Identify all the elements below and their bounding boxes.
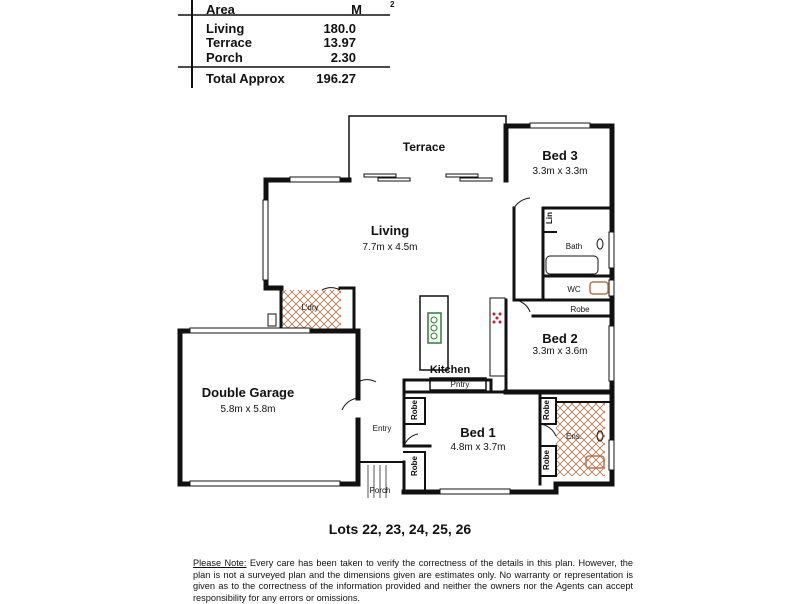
area-row-value: 13.97: [323, 35, 356, 50]
kitchen-bench: [490, 298, 505, 376]
area-header-label: Area: [206, 2, 235, 17]
windows: [190, 123, 614, 494]
area-total-label: Total Approx: [206, 71, 285, 86]
room-wc-name: WC: [567, 285, 581, 294]
basin-icon: [597, 239, 603, 249]
area-unit-superscript: 2: [390, 0, 395, 9]
note-text: Every care has been taken to verify the correctness of the details in this plan. However, the plan is not a surveyed plan and the dimensions given are estimates only. No warranty or representation is given as to the correctness of the information provided and neither the owners nor the Agents can accept responsibility for any errors or omissions.: [193, 558, 634, 603]
room-terrace-name: Terrace: [402, 140, 446, 154]
area-row-label: Living: [206, 21, 245, 36]
sliding-doors: [364, 174, 492, 181]
room-garage-dims: 5.8m x 5.8m: [220, 404, 276, 415]
room-bed2-name: Bed 2: [542, 331, 578, 346]
room-bed3-name: Bed 3: [542, 148, 578, 163]
area-total-value: 196.27: [316, 71, 356, 86]
room-living-name: Living: [370, 223, 410, 238]
room-living-dims: 7.7m x 4.5m: [362, 242, 418, 253]
lots-caption: Lots 22, 23, 24, 25, 26: [328, 521, 472, 537]
room-garage-name: Double Garage: [201, 385, 295, 400]
room-robe-bed2: Robe: [570, 305, 590, 314]
robe-bed1-left2-label: Robe: [410, 456, 419, 476]
note-title: Please Note:: [193, 558, 247, 568]
room-bed1-name: Bed 1: [460, 425, 496, 440]
robe-ensuite-top-label: Robe: [542, 400, 551, 420]
room-bed3-dims: 3.3m x 3.3m: [532, 166, 588, 177]
room-entry-name: Entry: [372, 424, 392, 433]
room-bed1-dims: 4.8m x 3.7m: [450, 442, 506, 453]
area-row-label: Terrace: [206, 35, 253, 50]
area-row-value: 2.30: [330, 50, 356, 65]
room-bed2-dims: 3.3m x 3.6m: [532, 346, 588, 357]
robe-bed1-left-label: Robe: [410, 400, 419, 420]
area-header-unit: M: [351, 2, 362, 17]
trough-icon: [268, 314, 276, 326]
room-pantry-name: Pntry: [450, 380, 470, 389]
room-bath-name: Bath: [565, 242, 583, 251]
area-row-label: Porch: [206, 50, 243, 65]
room-porch-name: Porch: [369, 486, 391, 495]
bathtub-icon: [546, 256, 598, 274]
room-laundry-name: L'dry: [301, 303, 319, 312]
area-row-value: 180.0: [323, 21, 356, 36]
room-linen-name: Lin: [545, 212, 554, 224]
disclaimer-note: [193, 558, 633, 604]
toilet-icon: [590, 282, 608, 294]
room-ensuite-name: Ens.: [565, 432, 582, 441]
room-kitchen-name: Kitchen: [429, 364, 471, 376]
robe-ensuite-bottom-label: Robe: [542, 450, 551, 470]
